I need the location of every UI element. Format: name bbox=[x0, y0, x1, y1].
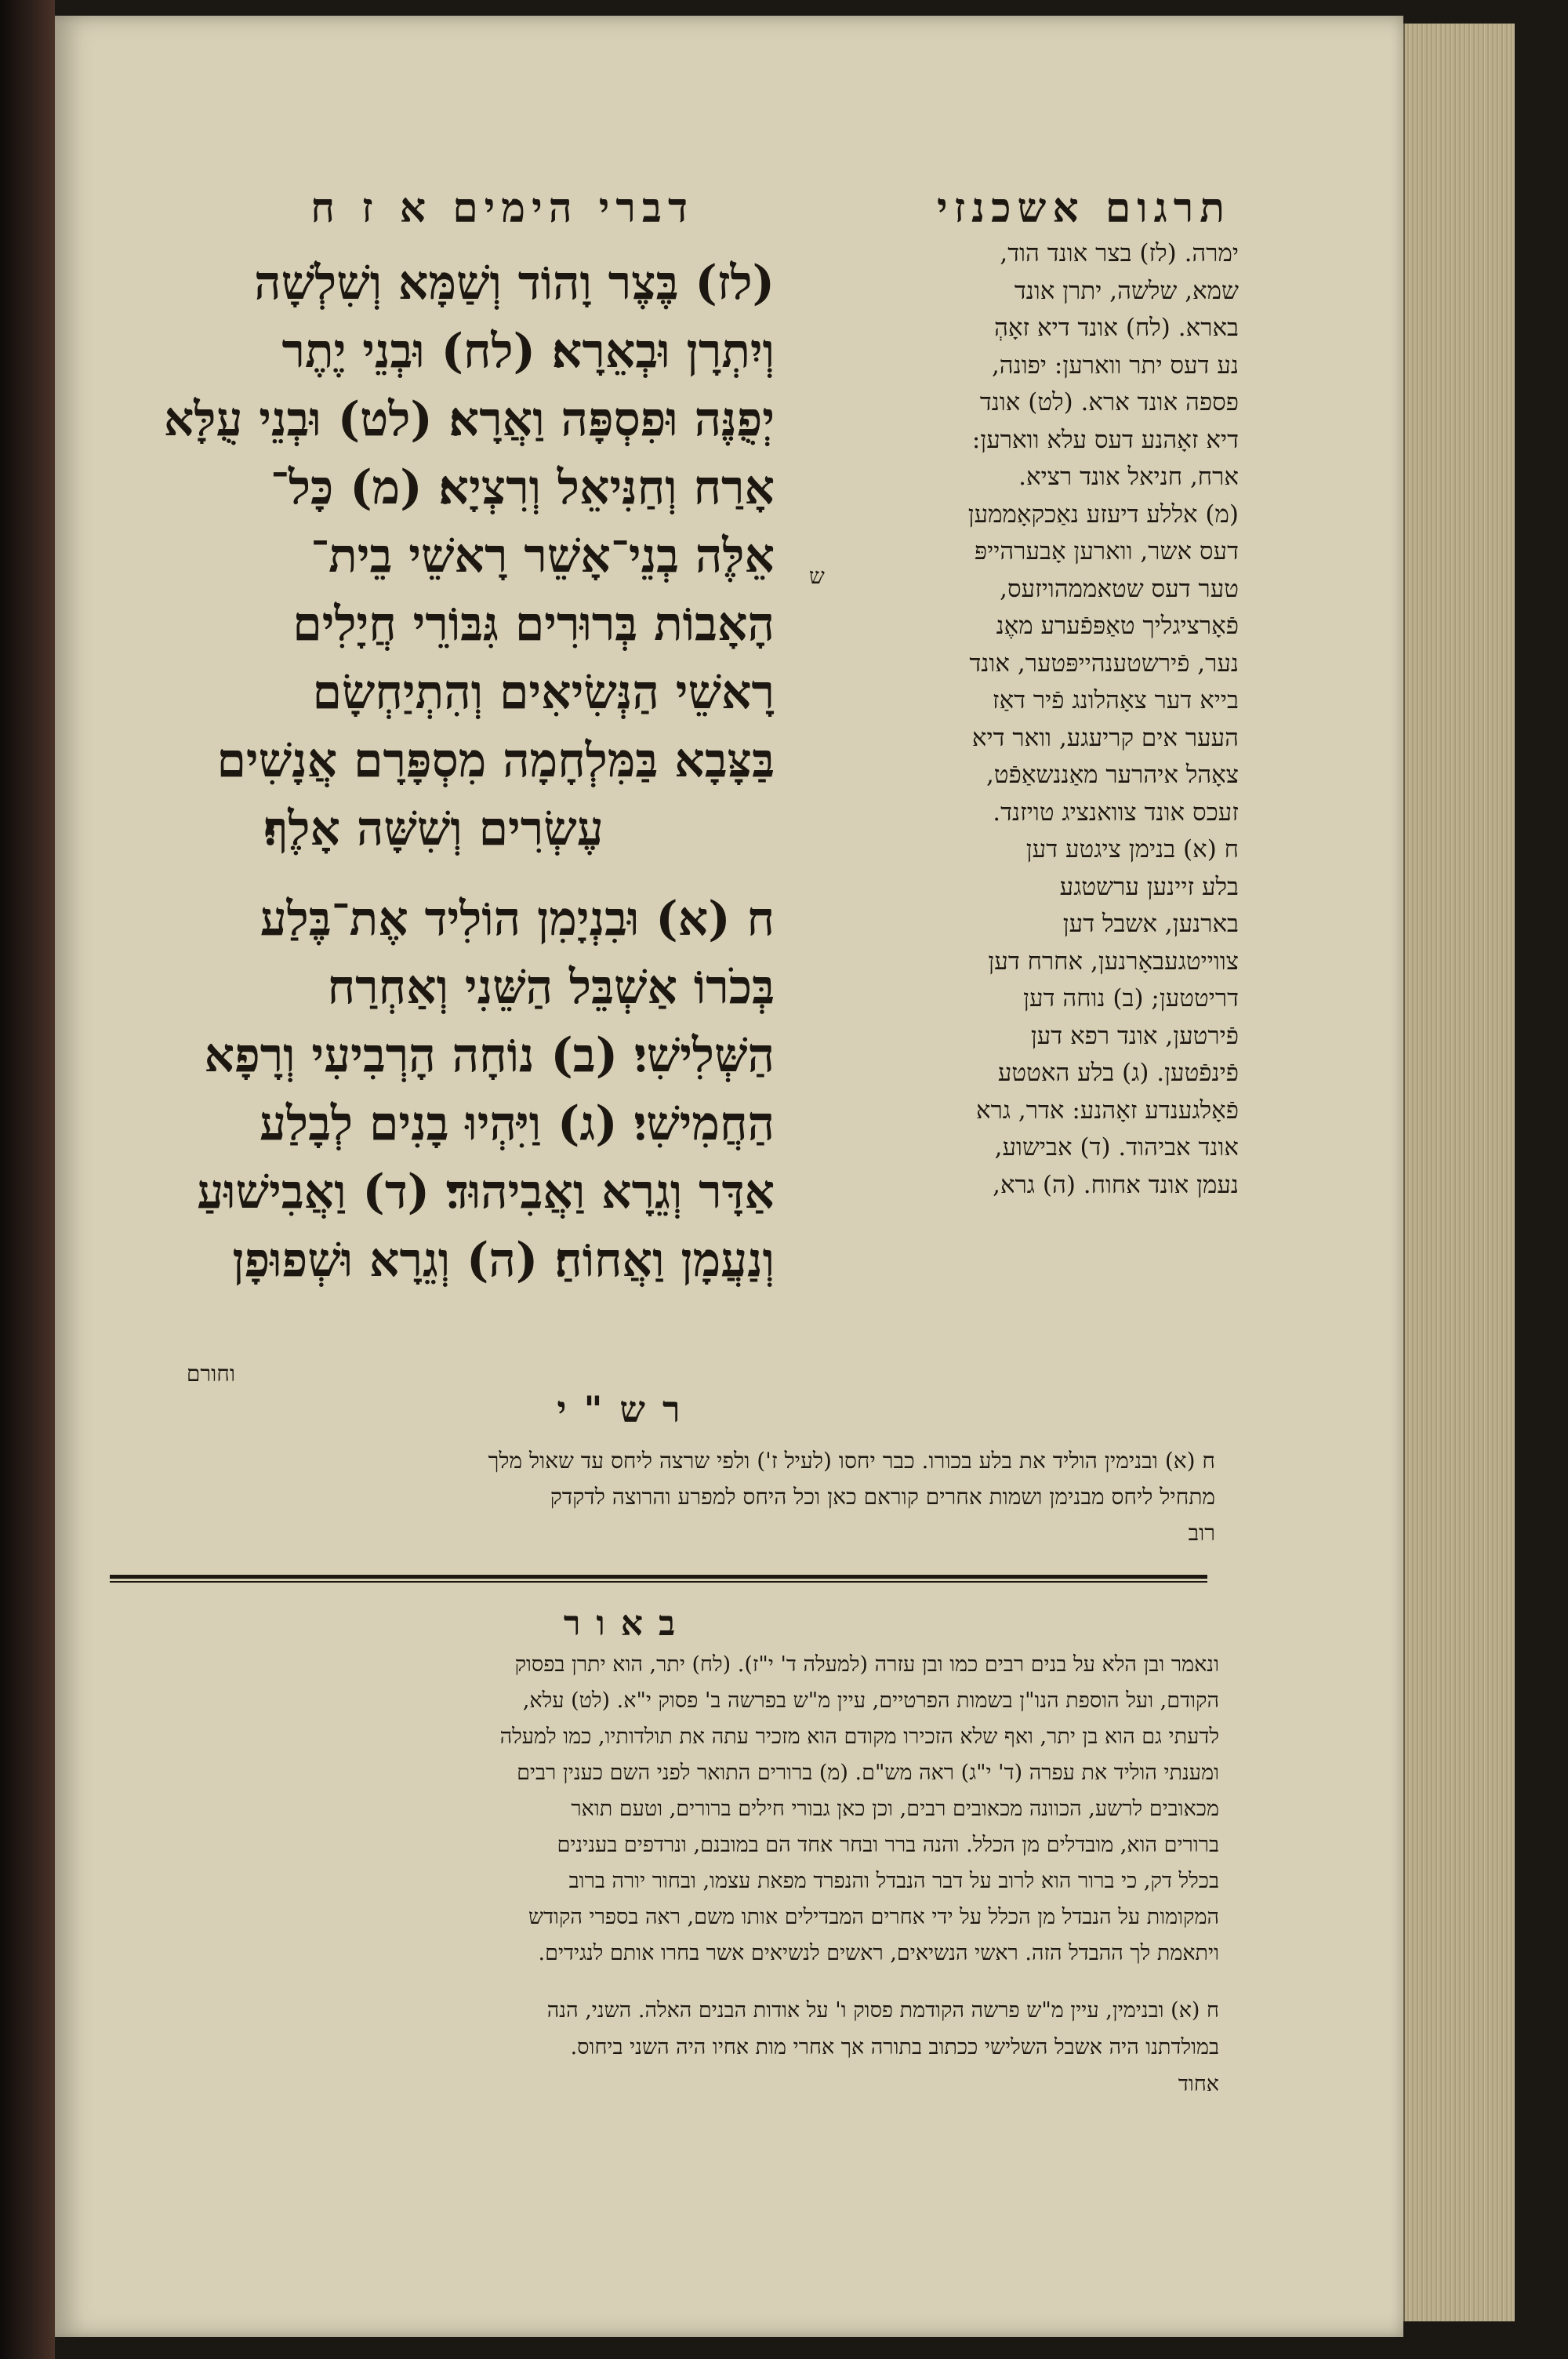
translation-line: בארנען, אשבל דען bbox=[1062, 910, 1239, 938]
translation-line: שמא, שלשה, יתרן אונד bbox=[1014, 276, 1239, 305]
translation-line: ארח, חניאל אונד רציא. bbox=[1018, 463, 1239, 491]
biur-line: מכאובים לרשע, הכוונה מכאובים רבים, וכן כאן גבורי חילים ברורים, וטעם תואר bbox=[571, 1797, 1219, 1821]
biur-line: ומענתי הוליד את עפרה (ד' י"ג) ראה מש"ם. (מ) ברורים התואר לפני השם כענין רבים bbox=[517, 1761, 1219, 1785]
biur-line: הקודם, ועל הוספת הנו"ן בשמות הפרטיים, עיין מ"ש בפרשה ב' פסוק י"א. (לט) עלא, bbox=[522, 1688, 1219, 1713]
translation-line: ימרה. (לז) בצר אונד הוד, bbox=[1000, 239, 1239, 267]
translation-line: בלע זיינען ערשטגע bbox=[1059, 872, 1239, 901]
section-divider-thin bbox=[110, 1581, 1207, 1583]
biur-line: בכלל דק, כי ברור הוא לרוב על דבר הנבדל והנפרד מפאת עצמו, ובחור יורה ברוב bbox=[568, 1869, 1219, 1893]
translation-line: אונד אביהוד. (ד) אבישוע, bbox=[994, 1133, 1239, 1161]
translation-line: בייא דער צאָהלונג פֿיר דאַז bbox=[992, 686, 1239, 714]
translation-line: נעמן אונד אחוח. (ה) גרא, bbox=[993, 1170, 1239, 1199]
verse-line: (לז) בֶּצֶר וָהוֹד וְשַׁמָּא וְשִׁלְשָׁה bbox=[254, 256, 775, 311]
rashi-line: מתחיל ליחס מבנימן ושמות אחרים קוראם כאן וכל היחס למפרע והרוצה לדקדק bbox=[550, 1484, 1215, 1510]
rashi-commentary bbox=[118, 1443, 1215, 1551]
translation-line: פֿאָרציגליך טאַפּפֿערע מאֶנ bbox=[996, 612, 1239, 640]
biur-line: ח (א) ובנימין, עיין מ"ש פרשה הקודמת פסוק ו' על אודות הבנים האלה. השני, הנה bbox=[546, 1998, 1219, 2023]
chapter-header: דברי הימים א ז ח bbox=[310, 184, 694, 232]
biur-line: ברורים הוא, מובדלים מן הכלל. והנה ברר ובחר אחד הם במובנם, ונרדפים בענינים bbox=[557, 1833, 1219, 1857]
translation-line: פֿינפֿטען. (ג) בלע האטטע bbox=[997, 1059, 1239, 1087]
biur-line: במולדתנו היה אשבל השלישי ככתוב בתורה אך אחרי מות אחיו היה השני ביחוס. bbox=[570, 2035, 1219, 2059]
verse-line: וְנַעֲמָן וַאֲחוֹחַ׃ (ה) וְגֵרָא וּשְׁפוּפָן bbox=[232, 1233, 775, 1288]
translation-line: זעכס אונד צוואנציג טויזנד. bbox=[993, 798, 1239, 827]
verse-line: בַּצָּבָא בַּמִּלְחָמָה מִסְפָּרָם אֲנָשִׁים bbox=[216, 733, 775, 788]
main-text-column bbox=[93, 249, 775, 1295]
verse-line: עֶשְׂרִים וְשִׁשָּׁה אָלֶף׃ bbox=[263, 801, 604, 856]
verse-line: אָרַח וְחַנִּיאֵל וְרִצְיָא׃ (מ) כָּל־ bbox=[270, 460, 775, 515]
translation-line: פֿירטען, אונד רפא דען bbox=[1030, 1021, 1239, 1050]
margin-note: ש bbox=[809, 563, 825, 589]
translation-line: דעס אשר, ווארען אָבערהייפּ bbox=[974, 537, 1239, 565]
translation-line: בארא. (לח) אונד דיא זאָהְ bbox=[994, 314, 1239, 342]
biur-line: ויתאמת לך ההבדל הזה. ראשי הנשיאים, ראשים לנשיאים אשר בחרו אותם לנגידים. bbox=[538, 1941, 1219, 1965]
rashi-title: רש"י bbox=[557, 1388, 698, 1430]
verse-line: רָאשֵׁי הַנְּשִׂיאִים וְהִתְיַחְשָׂם bbox=[312, 665, 775, 720]
translation-line: דריטטען; (ב) נוחה דען bbox=[1023, 984, 1239, 1012]
translation-line: ח (א) בנימן ציגטע דען bbox=[1025, 835, 1239, 863]
translation-line: העער אים קריעגע, וואר דיא bbox=[971, 723, 1239, 752]
biur-line: אחוד bbox=[1178, 2072, 1219, 2096]
verse-line: בְּכֹרוֹ אַשְׁבֵּל הַשֵּׁנִי וְאַחְרַח bbox=[327, 960, 775, 1015]
verse-line: הָאָבוֹת בְּרוּרִים גִּבּוֹרֵי חֲיָלִים bbox=[292, 597, 775, 652]
translation-line: טער דעס שטאממהויזעס, bbox=[1000, 574, 1239, 603]
translation-line: פֿאָלגענדע זאָהנע: אדר, גרא bbox=[975, 1096, 1239, 1125]
translation-header: תרגום אשכנזי bbox=[937, 184, 1231, 232]
biur-line: ונאמר ובן הלא על בנים רבים כמו ובן עזרה (למעלה ד' י"ז). (לח) יתר, הוא יתרן בפסוק bbox=[514, 1652, 1219, 1677]
biur-line: לדעתי גם הוא בן יתר, ואף שלא הזכירו מקודם הוא מזכיר עתה את תולדותיו, כמו למעלה bbox=[499, 1725, 1219, 1749]
rashi-line: ח (א) ובנימין הוליד את בלע בכורו. כבר יחסו (לעיל ז') ולפי שרצה ליחס עד שאול מלך bbox=[488, 1448, 1215, 1474]
verse-line: אַדָּר וְגֵרָא וַאֲבִיהוּד׃ (ד) וַאֲבִישׁוּעַ bbox=[197, 1165, 775, 1219]
translation-column bbox=[800, 235, 1239, 1204]
biur-line: המקומות על הנבדל מן הכלל על ידי אחרים המבדילים אותו משם, ראה בספרי הקודש bbox=[528, 1905, 1219, 1929]
verse-line: יְפֻנֶּה וּפִסְפָּה וַאֲרָא׃ (לט) וּבְנֵי עֻלָּא bbox=[163, 392, 775, 447]
translation-line: נע דעס יתר ווארען: יפונה, bbox=[991, 351, 1239, 380]
rashi-line: רוב bbox=[1188, 1520, 1215, 1546]
section-divider bbox=[110, 1575, 1207, 1579]
translation-line: (מ) אללע דיעזע נאַכקאָממען bbox=[967, 500, 1239, 529]
translation-line: פספה אונד ארא. (לט) אונד bbox=[979, 388, 1239, 416]
verse-line: וְיִתְרָן וּבְאֵרָא׃ (לח) וּבְנֵי יֶתֶר bbox=[281, 324, 775, 379]
verse-line: הַחֲמִישִׁי׃ (ג) וַיִּהְיוּ בָנִים לְבָלַע bbox=[260, 1096, 775, 1151]
translation-line: צאָהל איהרער מאַננשאַפֿט, bbox=[986, 761, 1239, 789]
page-edges bbox=[1403, 24, 1515, 2321]
translation-line: נער, פֿירשטענהייפּטער, אונד bbox=[969, 649, 1239, 678]
verse-line: הַשְּׁלִישִׁי׃ (ב) נוֹחָה הָרְבִיעִי וְרָפָא bbox=[204, 1028, 775, 1083]
catchword: וחורם bbox=[186, 1361, 235, 1387]
translation-line: צווייטגעבאָרנען, אחרח דען bbox=[988, 947, 1239, 976]
verse-line: אֵלֶּה בְנֵי־אָשֵׁר רָאשֵׁי בֵית־ bbox=[310, 529, 775, 583]
book-spine bbox=[0, 0, 55, 2359]
chapter-start-line: ח (א) וּבִנְיָמִן הוֹלִיד אֶת־בֶּלַע bbox=[260, 892, 775, 947]
biur-title: באור bbox=[563, 1604, 691, 1644]
biur-commentary bbox=[106, 1647, 1219, 1972]
translation-line: דיא זאָהנע דעס עלא ווארען: bbox=[971, 425, 1239, 454]
biur-commentary-chapter-8 bbox=[106, 1992, 1219, 2103]
